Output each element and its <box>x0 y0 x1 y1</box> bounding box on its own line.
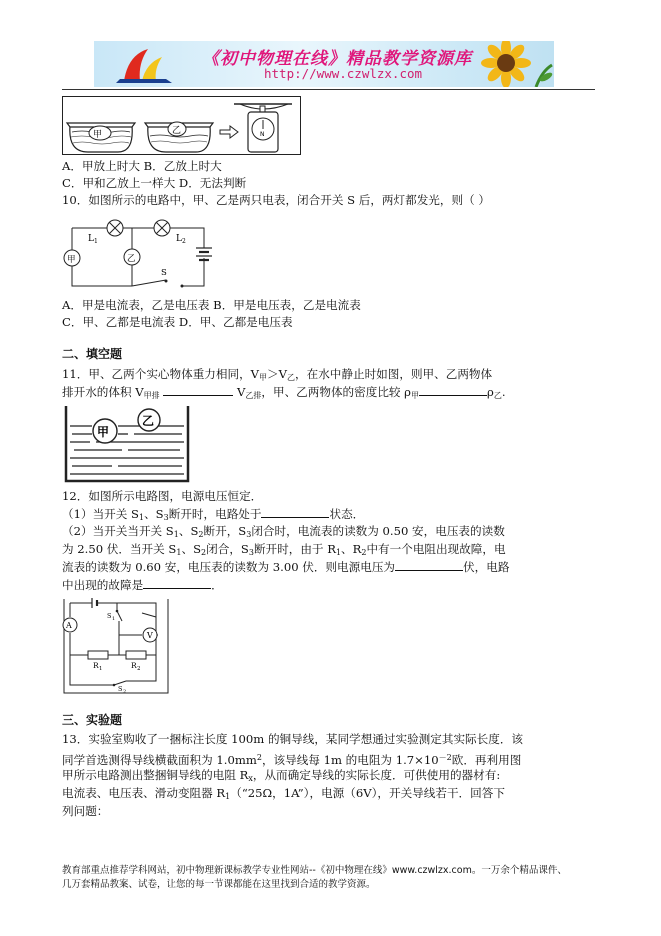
q10-l1-label: L <box>88 234 94 244</box>
q11-blank-2[interactable] <box>419 384 487 396</box>
q13-text: ，该导线每 1m 的电阻为 1.7×10 <box>261 753 439 767</box>
q13-text: 甲所示电路测出整捆铜导线的电阻 R <box>62 768 249 782</box>
section-2-title: 二、填空题 <box>62 347 123 361</box>
q11-text: 11．甲、乙两个实心物体重力相同，V <box>62 367 260 381</box>
q12-text: 、S <box>181 542 202 556</box>
q10-meter-b-label: 乙 <box>127 254 136 264</box>
switch-s-icon <box>165 280 184 288</box>
q12-sub: 3 <box>246 530 252 539</box>
q12-part-2-line-3 <box>62 559 509 576</box>
lamp-l1-icon <box>107 220 123 236</box>
battery-icon <box>92 598 97 608</box>
q12-text: 、S <box>178 524 199 538</box>
q13-text: 欧．再利用图 <box>451 753 522 767</box>
q11-fig-b-label: 乙 <box>142 414 155 428</box>
footer-line-2: 几万套精品教案、试卷，让您的每一节课都能在这里找到合适的教学资源。 <box>62 879 376 890</box>
q13-line-2 <box>62 749 521 769</box>
q12-text: 状态． <box>329 507 365 521</box>
q13-sub: x <box>248 774 253 783</box>
q12-blank-1[interactable] <box>261 506 329 518</box>
q12-sub: 2 <box>201 548 207 557</box>
q12-blank-3[interactable] <box>143 577 211 589</box>
q12-blank-2[interactable] <box>395 559 463 571</box>
q11-text: ，甲、乙两物体的密度比较 ρ <box>261 385 412 399</box>
q13-line-4 <box>62 785 505 805</box>
q12-text: 断开时，电路处于 <box>168 507 262 521</box>
q11-text: ρ <box>487 385 494 399</box>
q10-options-1: A．甲是电流表，乙是电压表 B．甲是电压表，乙是电流表 <box>62 298 361 312</box>
q12-text: 为 2.50 伏．当开关 S <box>62 542 177 556</box>
q12-s1-sub: 1 <box>112 616 116 622</box>
arrow-icon <box>220 126 238 138</box>
q12-stem: 12．如图所示电路图，电源电压恒定． <box>62 489 263 503</box>
q12-text: （1）当开关 S <box>62 507 139 521</box>
q11-line-1 <box>62 366 492 386</box>
q9-scale-label: N <box>260 131 265 138</box>
q13-text: ，从而确定导线的实际长度．可供使用的器材有: <box>252 768 501 782</box>
q12-r2-sub: 2 <box>137 666 141 672</box>
q10-meter-a-label: 甲 <box>67 255 76 265</box>
q12-part-2-line-4 <box>62 577 223 594</box>
q12-text: 中有一个电阻出现故障，电 <box>366 542 506 556</box>
q11-sub: 甲 <box>259 373 268 382</box>
q10-l2-label: L <box>176 234 182 244</box>
q9-label-a: 甲 <box>93 130 103 140</box>
q13-line-3 <box>62 767 500 787</box>
q11-text: ，在水中静止时如图，则甲、乙两物体 <box>295 367 493 381</box>
q11-sub: 乙排 <box>245 391 262 400</box>
q12-s1-label: S <box>107 612 112 620</box>
q10-l2-sub: 2 <box>182 238 186 245</box>
q12-circuit-figure <box>62 597 172 695</box>
q11-tank-figure <box>62 404 192 484</box>
q13-sub: 1 <box>225 792 231 801</box>
q12-text: ． <box>211 578 223 592</box>
resistor-r1-icon <box>88 651 108 659</box>
q12-sub: 1 <box>173 530 179 539</box>
footer-line-1: 教育部重点推荐学科网站，初中物理新课标教学专业性网站--《初中物理在线》www.czwlzx.com。一万余个精品课件、 <box>62 865 567 876</box>
q11-sub: 乙 <box>287 373 296 382</box>
q12-sub: 2 <box>198 530 204 539</box>
banner-url: http://www.czwlzx.com <box>264 66 423 81</box>
q11-text: 排开水的体积 V <box>62 385 144 399</box>
q12-s2-sub: 2 <box>123 689 127 695</box>
q9-label-b: 乙 <box>172 126 182 136</box>
q11-blank-1[interactable] <box>163 384 233 396</box>
q12-text: 流表的读数为 0.60 安，电压表的读数为 3.00 伏．则电源电压为 <box>62 560 396 574</box>
q12-text: 断开，S <box>203 524 247 538</box>
q12-text: （2）当开关当开关 S <box>62 524 174 538</box>
q9-options-1: A．甲放上时大 B．乙放上时大 <box>62 159 222 173</box>
q12-sub: 3 <box>163 513 169 522</box>
q12-part-2-line-2 <box>62 541 506 561</box>
q11-text: . <box>501 385 506 399</box>
q11-sub: 甲排 <box>143 391 160 400</box>
q12-text: 闭合，S <box>206 542 249 556</box>
q13-sup: －2 <box>438 753 452 762</box>
q11-fig-a-label: 甲 <box>97 425 110 439</box>
q12-part-2-line-1 <box>62 523 505 543</box>
q11-text: ＞V <box>267 367 288 381</box>
q12-r1-sub: 1 <box>99 666 103 672</box>
lamp-l2-icon <box>154 220 170 236</box>
q12-sub: 3 <box>248 548 254 557</box>
resistor-r2-icon <box>126 651 146 659</box>
q10-l1-sub: 1 <box>94 238 98 245</box>
q12-ammeter-label: A <box>66 621 72 630</box>
q12-text: 伏，电路 <box>463 560 510 574</box>
q12-text: 断开时，由于 R <box>253 542 336 556</box>
q10-switch-label: S <box>161 268 167 278</box>
scale-icon <box>234 104 292 152</box>
q11-sub: 乙 <box>493 391 502 400</box>
q12-text: 、R <box>341 542 362 556</box>
q12-r1-label: R <box>93 661 99 670</box>
q13-text: 电流表、电压表、滑动变阻器 R <box>62 786 226 800</box>
q13-line-1: 13．实验室购收了一捆标注长度 100m 的铜导线，某同学想通过实验测定其实际长度．该 <box>62 732 524 746</box>
q12-voltmeter-label: V <box>147 631 153 640</box>
q10-options-2: C．甲、乙都是电流表 D．甲、乙都是电压表 <box>62 315 293 329</box>
q11-line-2 <box>62 384 506 404</box>
q9-figure <box>62 96 302 156</box>
q12-sub: 1 <box>176 548 182 557</box>
header-rule <box>62 89 595 90</box>
q12-text: 、S <box>144 507 164 521</box>
q12-r2-label: R <box>131 661 137 670</box>
sunflower-icon <box>466 41 554 87</box>
q13-text: （“25Ω，1A”），电源（6V），开关导线若干．回答下 <box>230 786 505 800</box>
section-3-title: 三、实验题 <box>62 713 123 727</box>
q11-sub: 甲 <box>411 391 420 400</box>
switch-s1-icon <box>116 610 122 621</box>
q12-text: 中出现的故障是 <box>62 578 144 592</box>
banner-title: 《初中物理在线》精品教学资源库 <box>202 49 472 69</box>
q13-line-5: 列问题： <box>62 804 109 818</box>
q12-sub: 2 <box>361 548 367 557</box>
q13-text: 同学首选测得导线横截面积为 1.0mm <box>62 753 257 767</box>
q12-sub: 1 <box>138 513 145 522</box>
header-banner <box>94 41 554 87</box>
q9-options-2: C．甲和乙放上一样大 D．无法判断 <box>62 176 247 190</box>
q10-stem: 10．如图所示的电路中，甲、乙是两只电表，闭合开关 S 后，两灯都发光，则（ ） <box>62 193 490 207</box>
q11-text: V <box>237 385 246 399</box>
q12-text: 闭合时，电流表的读数为 0.50 安，电压表的读数 <box>251 524 505 538</box>
q10-circuit-figure <box>62 214 212 294</box>
q13-sup: 2 <box>256 753 262 762</box>
q12-sub: 1 <box>335 548 342 557</box>
q12-s2-label: S <box>118 685 123 693</box>
